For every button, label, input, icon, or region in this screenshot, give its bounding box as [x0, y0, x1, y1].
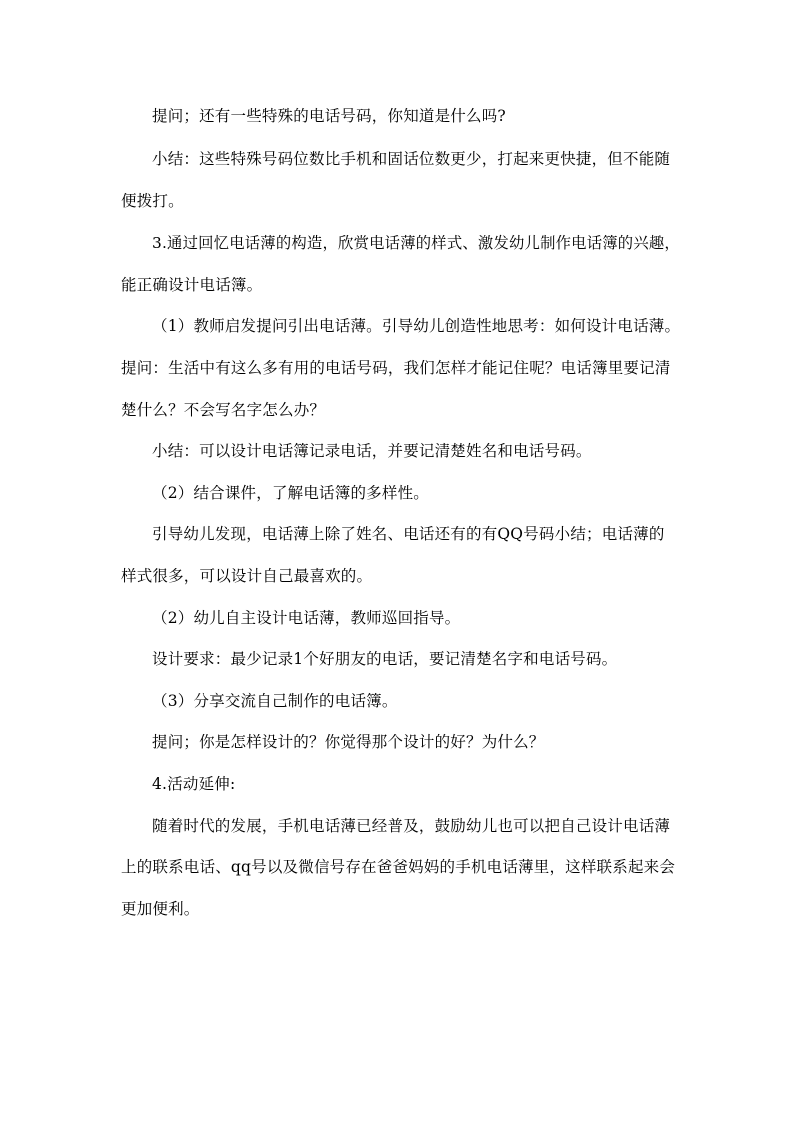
paragraph-line: 楚什么？不会写名字怎么办？ [121, 401, 326, 419]
paragraph-line: 上的联系电话、qq号以及微信号存在爸爸妈妈的手机电话薄里，这样联系起来会 [121, 858, 676, 876]
paragraph-line: 提问；你是怎样设计的？你觉得那个设计的好？为什么？ [152, 733, 545, 751]
paragraph-line: 引导幼儿发现，电话薄上除了姓名、电话还有的有QQ号码小结；电话薄的 [152, 525, 665, 543]
paragraph-line: 更加便利。 [121, 900, 200, 918]
paragraph-line: （2）幼儿自主设计电话薄，教师巡回指导。 [152, 609, 461, 627]
paragraph-line: 能正确设计电话簿。 [121, 276, 263, 294]
paragraph-line: 4.活动延伸: [152, 775, 236, 793]
paragraph-line: 小结：可以设计电话簿记录电话，并要记清楚姓名和电话号码。 [152, 442, 592, 460]
paragraph-line: （3）分享交流自己制作的电话簿。 [152, 692, 398, 710]
paragraph-line: 样式很多，可以设计自己最喜欢的。 [121, 567, 373, 585]
paragraph-line: 随着时代的发展，手机电话薄已经普及，鼓励幼儿也可以把自己设计电话薄 [152, 817, 671, 835]
paragraph-line: 小结：这些特殊号码位数比手机和固话位数更少，打起来更快捷，但不能随 [152, 150, 671, 168]
paragraph-line: （2）结合课件，了解电话簿的多样性。 [152, 484, 429, 502]
paragraph-line: 提问：生活中有这么多有用的电话号码，我们怎样才能记住呢？电话簿里要记清 [121, 359, 671, 377]
paragraph-line: 设计要求：最少记录1个好朋友的电话，要记清楚名字和电话号码。 [152, 650, 618, 668]
paragraph-line: 便拨打。 [121, 192, 184, 210]
paragraph-line: （1）教师启发提问引出电话薄。引导幼儿创造性地思考：如何设计电话薄。 [152, 317, 681, 335]
paragraph-line: 提问；还有一些特殊的电话号码，你知道是什么吗? [152, 107, 506, 125]
paragraph-line: 3.通过回忆电话薄的构造，欣赏电话薄的样式、激发幼儿制作电话簿的兴趣， [152, 234, 680, 252]
